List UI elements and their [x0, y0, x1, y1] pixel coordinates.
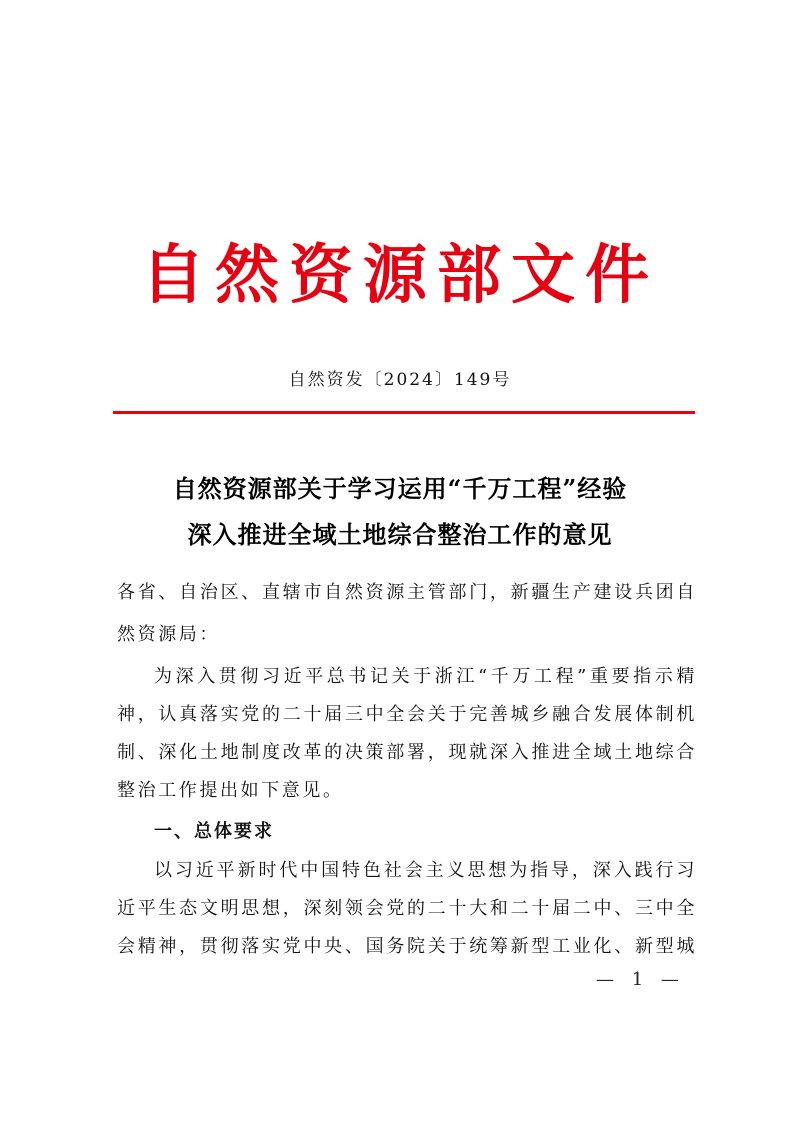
document-title [0, 466, 800, 558]
title-line-1: 自然资源部关于学习运用“千万工程”经验 [172, 474, 628, 503]
section1-line-1: 以习近平新时代中国特色社会主义思想为指导，深入践行习 [154, 860, 697, 881]
intro-line-3: 制、深化土地制度改革的决策部署，现就深入推进全域土地综合 [117, 742, 697, 763]
addressee-line-2: 然资源局： [117, 624, 220, 645]
section1-line-2: 近平生态文明思想，深刻领会党的二十大和二十届二中、三中全 [117, 898, 697, 919]
intro-line-4: 整治工作提出如下意见。 [117, 780, 344, 801]
addressee-line-1: 各省、自治区、直辖市自然资源主管部门，新疆生产建设兵团自 [117, 582, 697, 603]
document-number: 自然资发〔2024〕149号 [288, 370, 512, 390]
section-heading-1: 一、总体要求 [154, 821, 274, 842]
red-separator-line [113, 411, 695, 414]
intro-line-2: 神，认真落实党的二十届三中全会关于完善城乡融合发展体制机 [117, 704, 697, 725]
document-masthead: 自然资源部文件 [141, 238, 659, 313]
intro-line-1: 为深入贯彻习近平总书记关于浙江“千万工程”重要指示精 [154, 666, 697, 687]
title-line-2: 深入推进全域土地综合整治工作的意见 [187, 520, 613, 549]
section1-line-3: 会精神，贯彻落实党中央、国务院关于统筹新型工业化、新型城 [117, 936, 697, 957]
page-number: — 1 — [596, 969, 685, 990]
